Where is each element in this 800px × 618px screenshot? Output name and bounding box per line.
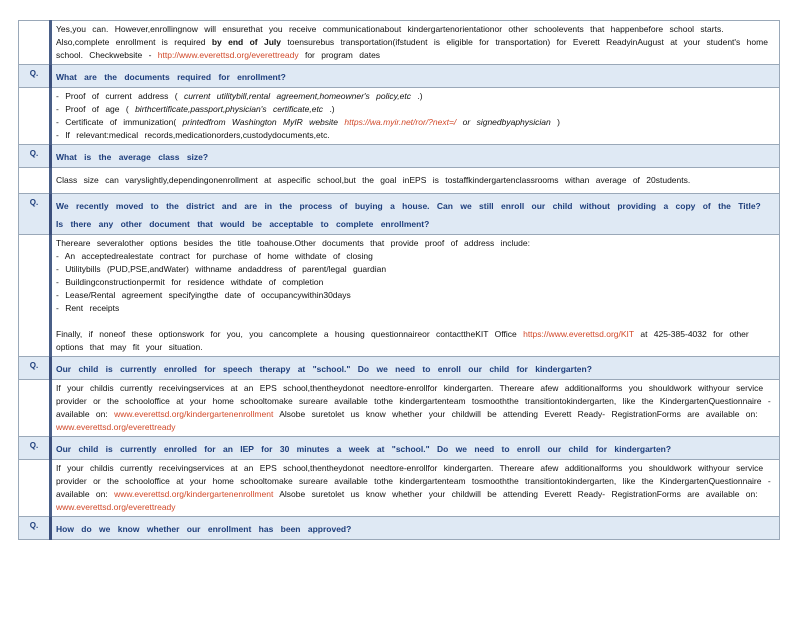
- answer-line: If your childis currently receivingservices at an EPS school,thentheydonot needtore-enrollfor kindergarten. Thereare afew additionalforms you shouldwork withyour service provider or the schooloffice at your home schooltomake sureare available tothe kindergartenteam tosmooththe transitiontokindergarten, like the KindergartenQuestionnaire - available on: www.everettsd.org/kindergartenenrollment Alsobe suretolet us know whether your childwill be attending Everett Ready- RegistrationForms are available on: www.everettsd.org/everettready: [56, 383, 771, 432]
- answer-cell: [51, 168, 780, 194]
- question-label: Q.: [29, 198, 39, 207]
- answer-cell: [51, 88, 780, 145]
- answer-line: - Proof of age ( birthcertificate,passport,physician's certificate,etc .): [56, 104, 335, 114]
- everett-ready-link[interactable]: www.everettsd.org/everettready: [56, 502, 176, 512]
- question-text: We recently moved to the district and are in the process of buying a house. Can we still enroll our child without providing a copy of the Title? Is there any other document that would be acceptable to complete enrollment?: [56, 201, 761, 229]
- answer-line: - Proof of current address ( current utilitybill,rental agreement,homeowner's policy,etc .): [56, 91, 423, 101]
- question-label: Q.: [29, 521, 39, 530]
- label-cell: [19, 168, 51, 194]
- answer-line: Thereare severalother options besides the title toahouse.Other documents that provide proof of address include:: [56, 238, 530, 248]
- answer-line: - Lease/Rental agreement specifyingthe date of occupancywithin30days: [56, 290, 351, 300]
- answer-row: [19, 168, 780, 194]
- answer-row: [19, 380, 780, 437]
- label-cell: [19, 460, 51, 517]
- question-row: [19, 145, 780, 168]
- question-row: [19, 357, 780, 380]
- question-label: Q.: [29, 361, 39, 370]
- answer-row: [19, 460, 780, 517]
- label-cell: [19, 88, 51, 145]
- answer-line: - Buildingconstructionpermit for residence withdate of completion: [56, 277, 324, 287]
- answer-cell: [51, 460, 780, 517]
- kindergarten-enrollment-link[interactable]: www.everettsd.org/kindergartenenrollment: [114, 409, 274, 419]
- question-label: Q.: [29, 441, 39, 450]
- answer-line: - Rent receipts: [56, 303, 120, 313]
- question-text: What are the documents required for enrollment?: [56, 72, 286, 82]
- answer-cell: [51, 380, 780, 437]
- question-row: [19, 437, 780, 460]
- answer-line: Finally, if noneof these optionswork for you, you cancomplete a housing questionnaireor contacttheKIT Office https://www.everettsd.org/KIT at 425-385-4032 for other options that may fit your situation.: [56, 329, 749, 352]
- answer-cell: [51, 235, 780, 357]
- kindergarten-enrollment-link[interactable]: www.everettsd.org/kindergartenenrollment: [114, 489, 274, 499]
- label-cell: [19, 380, 51, 437]
- answer-line: Class size can varyslightly,dependingonenrollment at aspecific school,but the goal inEPS is tostaffkindergartenclassrooms withan average of 20students.: [56, 175, 691, 185]
- answer-line: - If relevant:medical records,medicationorders,custodydocuments,etc.: [56, 130, 330, 140]
- answer-line: - Certificate of immunization( printedfrom Washington MyIR website https://wa.myir.net/ror/?next=/ or signedbyaphysician ): [56, 117, 560, 127]
- question-row: [19, 194, 780, 235]
- question-text: What is the average class size?: [56, 152, 209, 162]
- question-row: [19, 65, 780, 88]
- answer-row: [19, 21, 780, 65]
- everett-ready-link[interactable]: http://www.everettsd.org/everettready: [157, 50, 299, 60]
- question-text: How do we know whether our enrollment has been approved?: [56, 524, 352, 534]
- label-cell: [19, 235, 51, 357]
- everett-ready-link[interactable]: www.everettsd.org/everettready: [56, 422, 176, 432]
- answer-cell: [51, 21, 780, 65]
- question-text: Our child is currently enrolled for speech therapy at "school." Do we need to enroll our child for kindergarten?: [56, 364, 592, 374]
- question-text: Our child is currently enrolled for an IEP for 30 minutes a week at "school." Do we need to enroll our child for kindergarten?: [56, 444, 672, 454]
- answer-row: [19, 88, 780, 145]
- faq-table: [18, 20, 780, 540]
- answer-line: Also,complete enrollment is required by end of July toensurebus transportation(ifstudent is eligible for transportation) for Everett ReadyinAugust at your student's home school. Checkwebsite - http://www.everettsd.org/everettready for program dates: [56, 37, 768, 60]
- question-label: Q.: [29, 149, 39, 158]
- answer-line: - Utilitybills (PUD,PSE,andWater) withname andaddress of parent/legal guardian: [56, 264, 387, 274]
- question-row: [19, 517, 780, 540]
- answer-line: - An acceptedrealestate contract for purchase of home withdate of closing: [56, 251, 373, 261]
- answer-line: Yes,you can. However,enrollingnow will ensurethat you receive communicationabout kindergartenorientationor other schoolevents that happenbefore school starts.: [56, 24, 724, 34]
- answer-row: [19, 235, 780, 357]
- question-label: Q.: [29, 69, 39, 78]
- kit-link[interactable]: https://www.everettsd.org/KIT: [523, 329, 634, 339]
- spacer: [56, 315, 773, 328]
- answer-line: If your childis currently receivingservices at an EPS school,thentheydonot needtore-enrollfor kindergarten. Thereare afew additionalforms you shouldwork withyour service provider or the schooloffice at your home schooltomake sureare available tothe kindergartenteam tosmooththe transitiontokindergarten, like the KindergartenQuestionnaire - available on: www.everettsd.org/kindergartenenrollment Alsobe suretolet us know whether your childwill be attending Everett Ready- RegistrationForms are available on: www.everettsd.org/everettready: [56, 463, 771, 512]
- label-cell: [19, 21, 51, 65]
- myir-link[interactable]: https://wa.myir.net/ror/?next=/: [344, 117, 457, 127]
